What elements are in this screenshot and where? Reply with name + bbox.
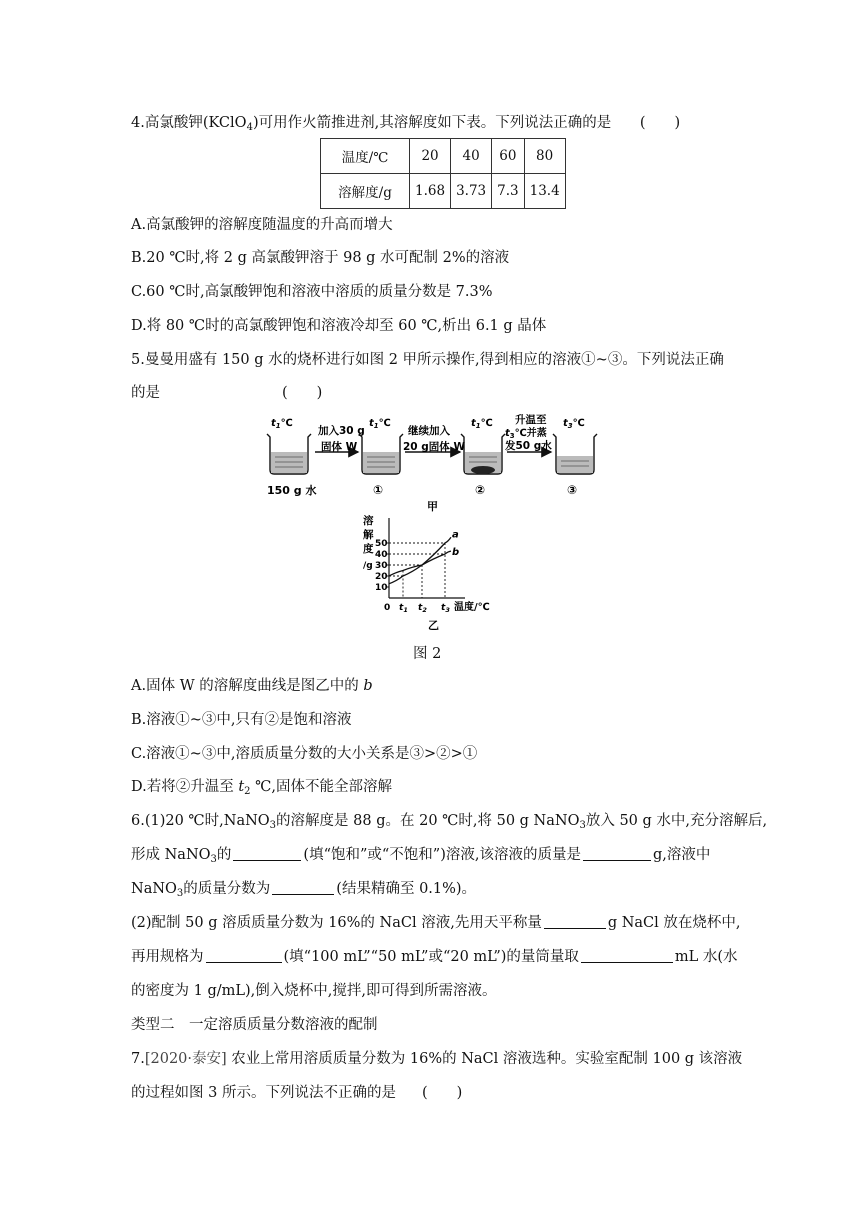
q5-option-c: C.溶液①~③中,溶质质量分数的大小关系是③>②>① [131,746,478,762]
svg-text:150 g 水: 150 g 水 [267,484,317,497]
q4-option-d: D.将 80 ℃时的高氯酸钾饱和溶液冷却至 60 ℃,析出 6.1 g 晶体 [131,318,547,334]
arrow-3 [504,413,552,452]
answer-paren: ( ) [639,115,681,131]
beaker-1 [359,418,403,497]
arrow-1 [315,424,365,453]
answer-blank[interactable] [206,948,282,963]
q5-option-d: D.若将②升温至 $t_2$ ℃,固体不能全部溶解 [131,779,392,797]
svg-text:t1℃: $t_1℃$ [271,418,293,430]
answer-blank[interactable] [544,914,606,929]
figure-caption: 图 2 [413,646,442,662]
table-cell: 20 [410,139,451,174]
svg-text:t3℃并蒸: $t_3℃$并蒸 [505,428,547,440]
table-cell: 80 [524,139,565,174]
svg-text:t3℃: $t_3℃$ [563,418,585,430]
y-tick-label: 10 [375,583,388,593]
figure-jia [255,412,615,512]
q5-stem: 5.曼曼用盛有 150 g 水的烧杯进行如图 2 甲所示操作,得到相应的溶液①~③。下列说法正确 [131,352,724,368]
answer-paren: ( ) [282,385,323,401]
q5-option-b: B.溶液①~③中,只有②是饱和溶液 [131,712,352,728]
curve-label-a: a [452,529,459,541]
q7-line-1: 7.[2020·泰安] 农业上常用溶质质量分数为 16%的 NaCl 溶液选种。实验室配制 100 g 该溶液 [131,1051,743,1067]
q4-option-b: B.20 ℃时,将 2 g 高氯酸钾溶于 98 g 水可配制 2%的溶液 [131,250,510,266]
q5-stem-2: 的是 ( ) [131,385,323,401]
q4-stem: 4.高氯酸钾(KClO$_4$)可用作火箭推进剂,其溶解度如下表。下列说法正确的是 ( ) [131,115,681,133]
q6-line-2: 形成 NaNO$_3$的 (填“饱和”或“不饱和”)溶液,该溶液的质量是 g,溶液中 [131,847,711,865]
table-row [321,174,566,209]
answer-paren: ( ) [421,1085,463,1101]
x-tick-t3: $t_3$ [441,603,450,614]
table-cell: 40 [451,139,492,174]
svg-text:③: ③ [567,483,578,497]
table-cell: 60 [492,139,524,174]
caption-jia: 甲 [427,500,438,512]
svg-text:升温至: 升温至 [515,414,547,426]
q7-line-2: 的过程如图 3 所示。下列说法不正确的是 ( ) [131,1085,463,1101]
svg-text:20 g固体 W: 20 g固体 W [403,441,466,453]
beaker-2 [461,418,505,497]
svg-text:固体 W: 固体 W [321,441,358,453]
svg-text:②: ② [475,483,486,497]
q5-option-a: A.固体 W 的溶解度曲线是图乙中的 b [131,678,373,694]
answer-blank[interactable] [233,846,301,861]
answer-blank[interactable] [583,846,651,861]
svg-text:/g: /g [363,561,373,571]
svg-text:继续加入: 继续加入 [408,425,450,437]
svg-text:度: 度 [363,543,374,555]
origin-label: 0 [384,603,391,613]
svg-text:t1℃: $t_1℃$ [369,418,391,430]
q6-line-4: (2)配制 50 g 溶质质量分数为 16%的 NaCl 溶液,先用天平称量 g NaCl 放在烧杯中, [131,915,741,931]
x-axis-label: 温度/℃ [454,602,490,613]
curve-a [389,537,451,583]
svg-text:加入30 g: 加入30 g [318,425,365,437]
figure-yi [355,512,515,632]
section-heading: 类型二 一定溶质质量分数溶液的配制 [131,1017,378,1033]
curve-label-b: b [452,547,460,559]
arrow-2 [403,424,465,453]
svg-text:解: 解 [363,529,374,541]
q6-line-5: 再用规格为 (填“100 mL”“50 mL”或“20 mL”)的量筒量取 mL 水(水 [131,949,738,965]
y-tick-label: 40 [375,550,388,560]
table-row [321,139,566,174]
table-cell: 1.68 [410,174,451,209]
y-axis-label [363,514,374,571]
caption-yi: 乙 [428,619,439,632]
svg-text:t1℃: $t_1℃$ [471,418,493,430]
y-tick-label: 20 [375,572,388,582]
y-tick-label: 50 [375,539,388,549]
x-tick-t1: $t_1$ [399,603,408,614]
x-tick-t2: $t_2$ [418,603,427,614]
curve-b [389,551,451,576]
svg-text:发50 g水: 发50 g水 [505,440,552,452]
q4-option-c: C.60 ℃时,高氯酸钾饱和溶液中溶质的质量分数是 7.3% [131,284,493,300]
table-cell: 13.4 [524,174,565,209]
source-tag: [2020·泰安] [144,1051,227,1067]
table-cell: 3.73 [451,174,492,209]
q6-line-3: NaNO$_3$的质量分数为 (结果精确至 0.1%)。 [131,881,477,899]
table-header-solubility: 溶解度/g [321,174,410,209]
answer-blank[interactable] [581,948,673,963]
svg-text:溶: 溶 [363,515,374,527]
table-cell: 7.3 [492,174,524,209]
beaker-0 [267,418,317,497]
q6-line-6: 的密度为 1 g/mL),倒入烧杯中,搅拌,即可得到所需溶液。 [131,983,497,999]
q4-option-a: A.高氯酸钾的溶解度随温度的升高而增大 [131,217,393,233]
beaker-3 [553,418,597,497]
y-tick-label: 30 [375,561,388,571]
table-header-temp: 温度/℃ [321,139,410,174]
answer-blank[interactable] [272,880,334,895]
svg-text:①: ① [373,483,384,497]
q6-line-1: 6.(1)20 ℃时,NaNO$_3$的溶解度是 88 g。在 20 ℃时,将 50 g NaNO$_3$放入 50 g 水中,充分溶解后, [131,813,768,831]
solubility-table [320,138,566,209]
